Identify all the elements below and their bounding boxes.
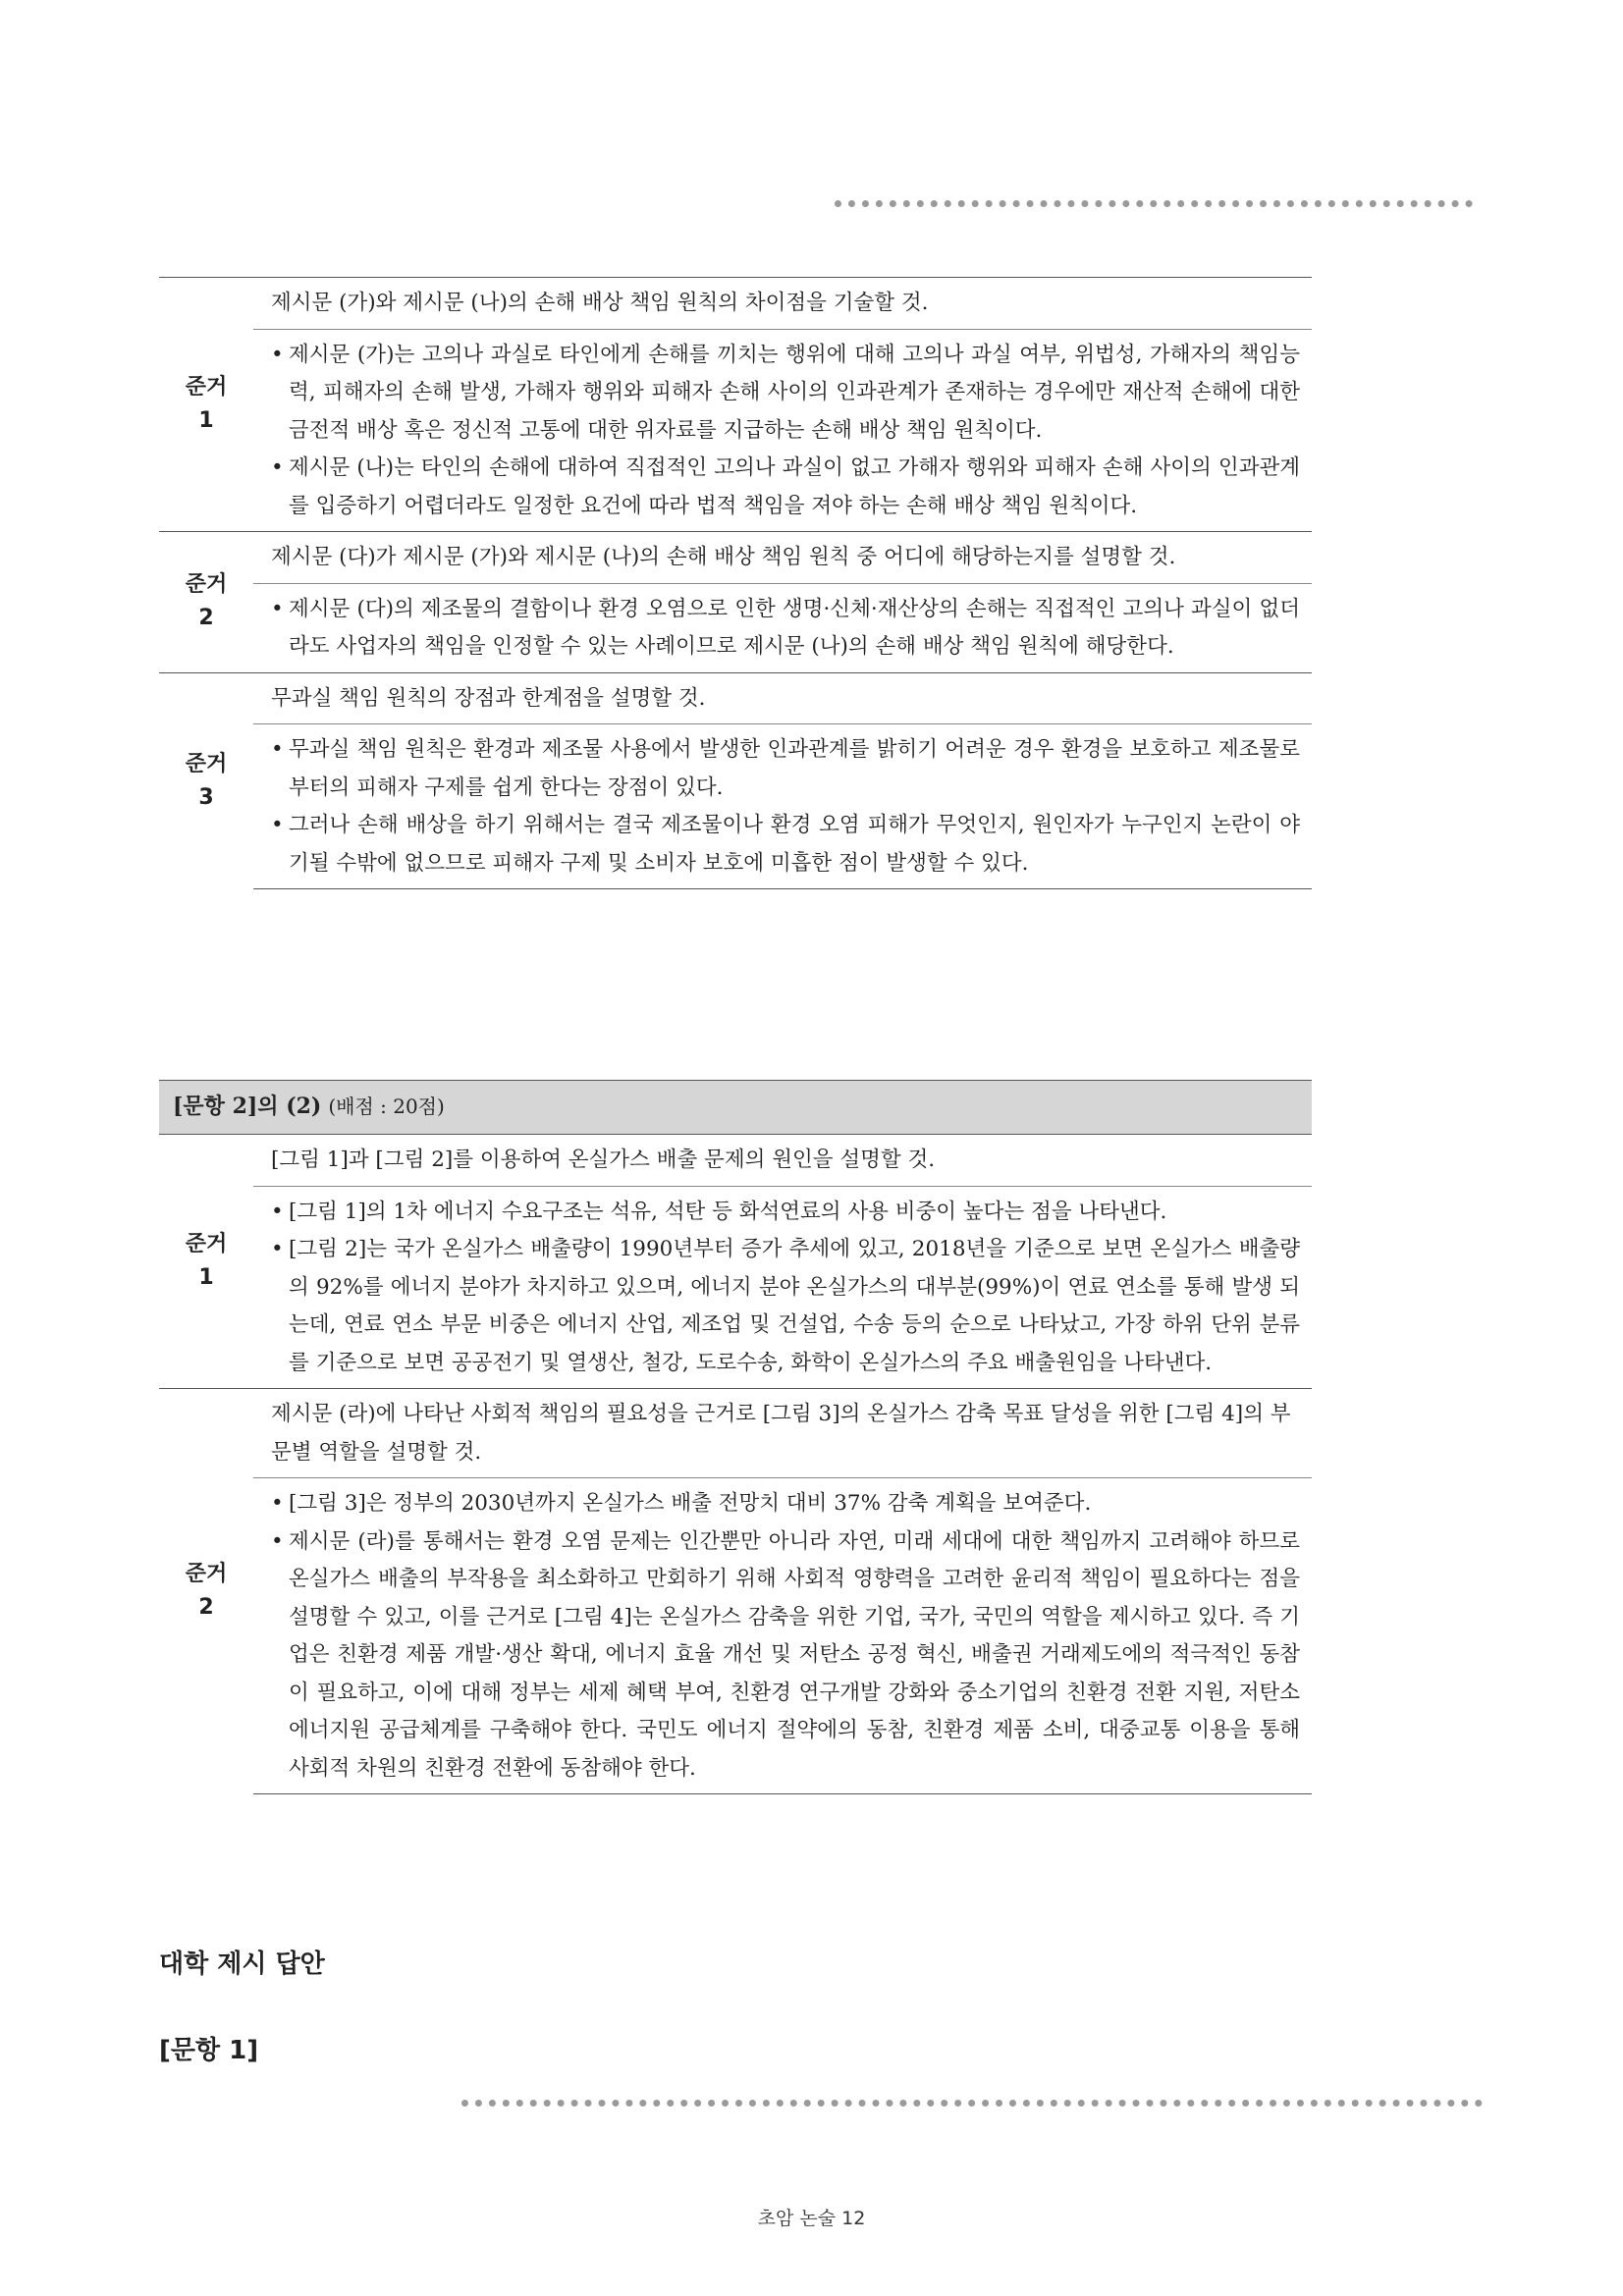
criterion-task: 제시문 (다)가 제시문 (가)와 제시문 (나)의 손해 배상 책임 원칙 중 어디에 해당하는지를 설명할 것.: [253, 532, 1312, 584]
bullet-item: • [그림 3]은 정부의 2030년까지 온실가스 배출 전망치 대비 37% 감축 계획을 보여준다.: [271, 1485, 1300, 1523]
criterion-task: 제시문 (라)에 나타난 사회적 책임의 필요성을 근거로 [그림 3]의 온실가스 감축 목표 달성을 위한 [그림 4]의 부문별 역할을 설명할 것.: [253, 1389, 1312, 1478]
criterion-task: [그림 1]과 [그림 2]를 이용하여 온실가스 배출 문제의 원인을 설명할 것.: [271, 1148, 936, 1172]
criterion-label: 준거 1: [159, 278, 253, 532]
bullet-item: • 그러나 손해 배상을 하기 위해서는 결국 제조물이나 환경 오염 피해가 무엇인지, 원인자가 누구인지 논란이 야기될 수밖에 없으므로 피해자 구제 및 소비자 보호에 미흡한 점이 발생할 수 있다.: [271, 807, 1300, 882]
criterion-answer: [253, 1478, 1312, 1794]
criterion-task: 제시문 (가)와 제시문 (나)의 손해 배상 책임 원칙의 차이점을 기술할 것.: [253, 278, 1312, 330]
criterion-answer: [253, 724, 1312, 889]
section-points: (배점 : 20점): [328, 1095, 445, 1118]
criterion-label: 준거 2: [159, 1389, 253, 1794]
bullet-item: • 제시문 (가)는 고의나 과실로 타인에게 손해를 끼치는 행위에 대해 고의나 과실 여부, 위법성, 가해자의 책임능력, 피해자의 손해 발생, 가해자 행위와 피해자 손해 사이의 인과관계가 존재하는 경우에만 재산적 손해에 대한 금전적 배상 혹은 정신적 고통에 대한 위자료를 지급하는 손해 배상 책임 원칙이다.: [271, 337, 1300, 451]
bullet-item: • 제시문 (나)는 타인의 손해에 대하여 직접적인 고의나 과실이 없고 가해자 행위와 피해자 손해 사이의 인과관계를 입증하기 어렵더라도 일정한 요건에 따라 법적 책임을 져야 하는 손해 배상 책임 원칙이다.: [271, 450, 1300, 525]
bullet-item: • 제시문 (다)의 제조물의 결함이나 환경 오염으로 인한 생명·신체·재산상의 손해는 직접적인 고의나 과실이 없더라도 사업자의 책임을 인정할 수 있는 사례이므로 제시문 (나)의 손해 배상 책임 원칙에 해당한다.: [271, 591, 1300, 667]
bullet-item: • 무과실 책임 원칙은 환경과 제조물 사용에서 발생한 인과관계를 밝히기 어려운 경우 환경을 보호하고 제조물로부터의 피해자 구제를 쉽게 한다는 장점이 있다.: [271, 731, 1300, 807]
footer-dotted-rule: [461, 2100, 1483, 2107]
page-footer: 초암 논술 12: [757, 2208, 866, 2229]
section-heading: [문항 2]의 (2): [173, 1094, 322, 1119]
answer-section-title: 대학 제시 답안: [159, 1949, 325, 1979]
criteria-table-1: [159, 277, 1312, 889]
criteria-table-2: [159, 1135, 1312, 1794]
criterion-answer: [253, 329, 1312, 532]
criterion-answer: [253, 1186, 1312, 1389]
bullet-item: • [그림 2]는 국가 온실가스 배출량이 1990년부터 증가 추세에 있고, 2018년을 기준으로 보면 온실가스 배출량의 92%를 에너지 분야가 차지하고 있으며, 에너지 분야 온실가스의 대부분(99%)이 연료 연소를 통해 발생 되는데, 연료 연소 부문 비중은 에너지 산업, 제조업 및 건설업, 수송 등의 순으로 나타났고, 가장 하위 단위 분류를 기준으로 보면 공공전기 및 열생산, 철강, 도로수송, 화학이 온실가스의 주요 배출원임을 나타낸다.: [271, 1231, 1300, 1382]
bullet-item: • 제시문 (라)를 통해서는 환경 오염 문제는 인간뿐만 아니라 자연, 미래 세대에 대한 책임까지 고려해야 하므로 온실가스 배출의 부작용을 최소화하고 만회하기 위해 사회적 영향력을 고려한 윤리적 책임이 필요하다는 점을 설명할 수 있고, 이를 근거로 [그림 4]는 온실가스 감축을 위한 기업, 국가, 국민의 역할을 제시하고 있다. 즉 기업은 친환경 제품 개발·생산 확대, 에너지 효율 개선 및 저탄소 공정 혁신, 배출권 거래제도에의 적극적인 동참이 필요하고, 이에 대해 정부는 세제 혜택 부여, 친환경 연구개발 강화와 중소기업의 친환경 전환 지원, 저탄소 에너지원 공급체계를 구축해야 한다. 국민도 에너지 절약에의 동참, 친환경 제품 소비, 대중교통 이용을 통해 사회적 차원의 친환경 전환에 동참해야 한다.: [271, 1523, 1300, 1789]
bullet-item: • [그림 1]의 1차 에너지 수요구조는 석유, 석탄 등 화석연료의 사용 비중이 높다는 점을 나타낸다.: [271, 1194, 1300, 1232]
criterion-label: 준거 1: [185, 1232, 228, 1290]
criterion-label: 준거 3: [159, 672, 253, 889]
question-1-heading: [문항 1]: [159, 2036, 259, 2065]
header-dotted-rule: [835, 200, 1473, 207]
section-heading-bar: [159, 1080, 1312, 1135]
criterion-answer: [253, 583, 1312, 672]
criterion-task: 무과실 책임 원칙의 장점과 한계점을 설명할 것.: [253, 672, 1312, 724]
criterion-label: 준거 2: [159, 532, 253, 673]
